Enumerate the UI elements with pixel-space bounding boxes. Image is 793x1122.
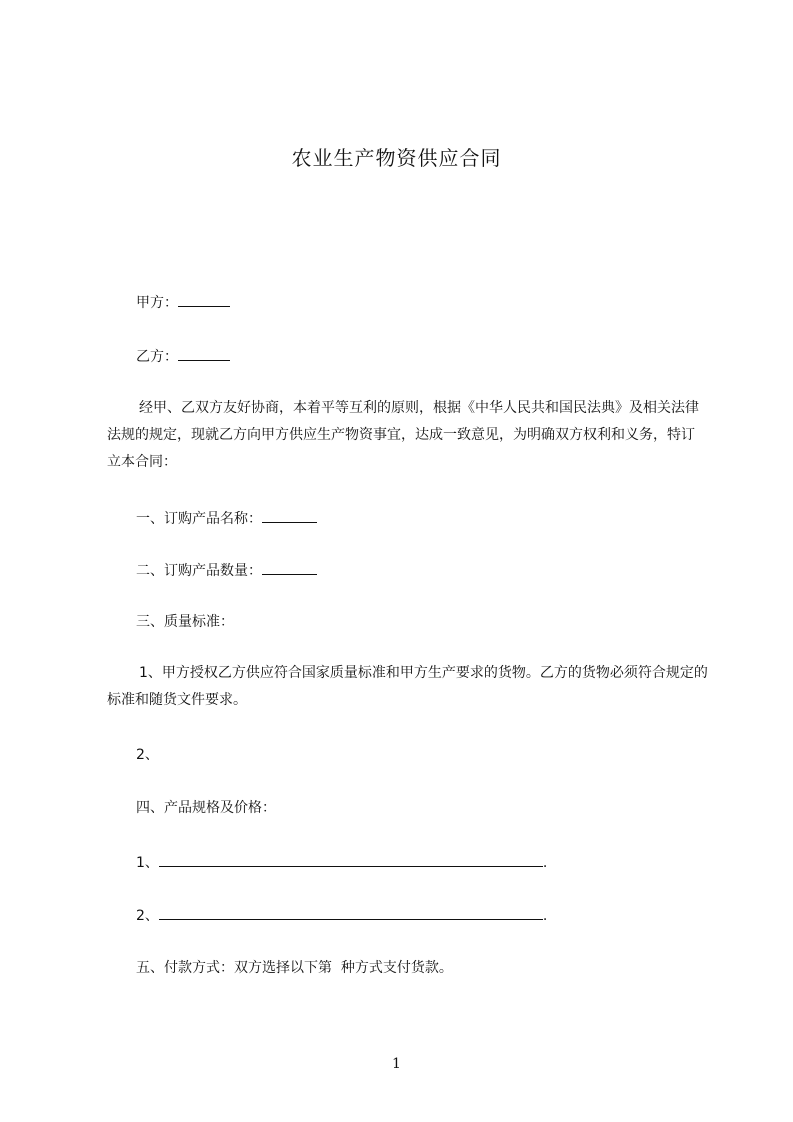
page-title: 农业生产物资供应合同 [291,146,502,170]
section4-item2-prefix: 2、 [136,908,159,924]
intro-paragraph: 经甲、乙双方友好协商，本着平等互利的原则，根据《中华人民共和国民法典》及相关法律法规的规定，现就乙方向甲方供应生产物资事宜，达成一致意见，为明确双方权利和义务，特订立本合同： [107,400,699,470]
section2-label: 二、订购产品数量： [136,563,262,579]
section1-line [136,508,317,528]
section2-line [136,560,317,580]
party-b-blank[interactable] [178,346,230,361]
party-a-line [136,292,230,312]
section4-item1-prefix: 1、 [136,855,159,871]
section4-item1-end: . [542,855,548,871]
page-number: 1 [392,1056,401,1072]
spec-price-blank-2[interactable] [159,905,543,920]
section4-item2-line [136,905,547,925]
party-a-label: 甲方： [136,295,178,311]
section3-label: 三、质量标准： [136,614,234,630]
spec-price-blank-1[interactable] [159,852,543,867]
product-quantity-blank[interactable] [262,560,317,575]
section4-item2-end: . [542,908,548,924]
section5-line: 五、付款方式：双方选择以下第 种方式支付货款。 [136,960,453,976]
party-a-blank[interactable] [178,292,230,307]
section3-item1: 1、甲方授权乙方供应符合国家质量标准和甲方生产要求的货物。乙方的货物必须符合规定的标准和随货文件要求。 [107,665,708,708]
product-name-blank[interactable] [262,508,317,523]
section1-label: 一、订购产品名称： [136,511,262,527]
party-b-label: 乙方： [136,349,178,365]
section3-item2: 2、 [136,747,159,763]
section4-item1-line [136,852,547,872]
section4-label: 四、产品规格及价格： [136,800,276,816]
party-b-line [136,346,230,366]
